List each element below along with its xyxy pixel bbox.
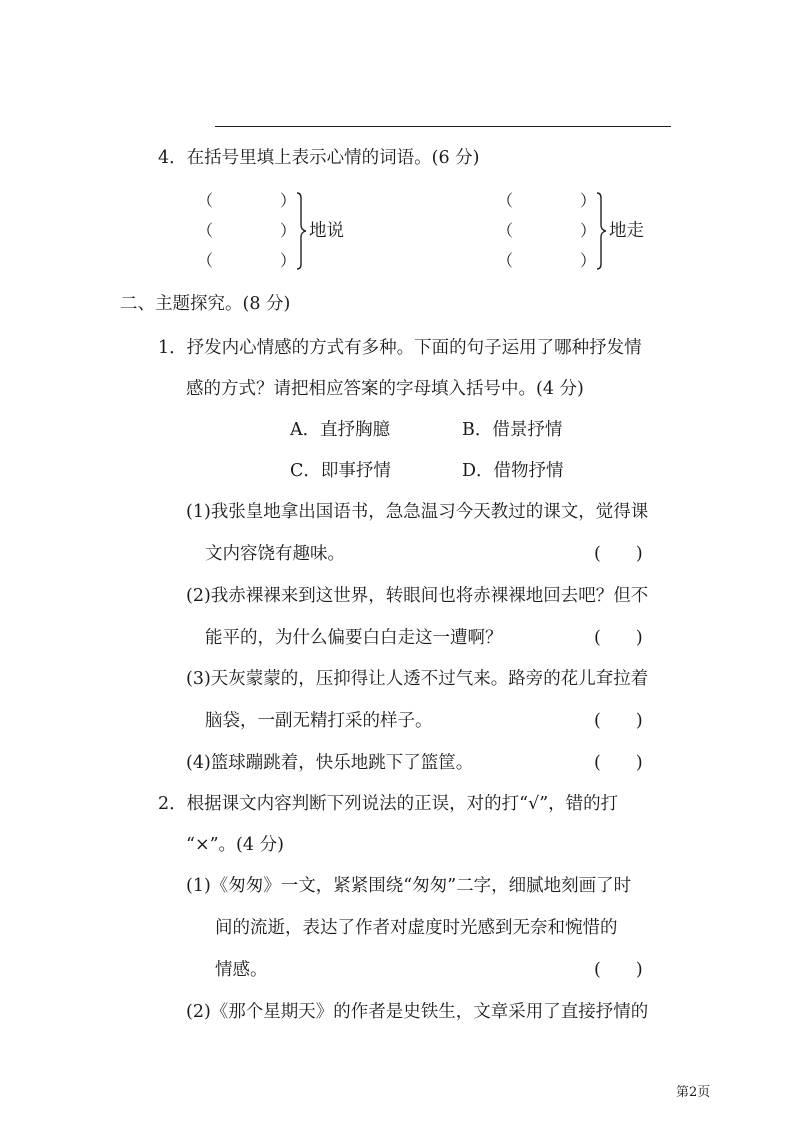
answer-parentheses[interactable]: ( ) [594, 544, 643, 564]
answer-parentheses[interactable]: ( ) [594, 960, 643, 980]
paren-close: ） [280, 221, 297, 240]
page-number: 第2页 [676, 1085, 711, 1100]
q1-item-1-line-1: (1)我张皇地拿出国语书，急急温习今天教过的课文，觉得课 [186, 502, 649, 522]
q1-item-3-line-2: 脑袋，一副无精打采的样子。 [205, 711, 433, 731]
question-1-line-2: 感的方式？请把相应答案的字母填入括号中。(4 分) [186, 379, 584, 399]
q2-item-1-line-3: 情感。 [215, 960, 268, 980]
paren-close: ） [280, 251, 297, 270]
paren-open: （ [497, 191, 514, 210]
q2-item-2-line-1: (2)《那个星期天》的作者是史铁生，文章采用了直接抒情的 [186, 1002, 649, 1022]
right-brace-icon [596, 192, 608, 270]
answer-blank-line [215, 126, 671, 127]
right-brace-icon [296, 192, 308, 270]
option-a: A．直抒胸臆 [290, 420, 391, 440]
paren-open: （ [197, 221, 214, 240]
paren-close: ） [580, 221, 597, 240]
option-c: C．即事抒情 [290, 461, 391, 481]
q2-item-1-line-1: (1)《匆匆》一文，紧紧围绕“匆匆”二字，细腻地刻画了时 [186, 876, 632, 896]
paren-close: ） [580, 191, 597, 210]
section-2-title: 二、主题探究。(8 分) [120, 294, 291, 314]
option-d: D．借物抒情 [462, 461, 564, 481]
paren-open: （ [197, 251, 214, 270]
q1-item-2-line-2: 能平的，为什么偏要白白走这一遭啊？ [205, 628, 503, 648]
paren-close: ） [580, 251, 597, 270]
paren-close: ） [280, 191, 297, 210]
question-1-line-1: 1．抒发内心情感的方式有多种。下面的句子运用了哪种抒发情 [158, 338, 642, 358]
answer-suffix-word: 地说 [309, 221, 344, 241]
answer-suffix-word: 地走 [609, 221, 644, 241]
q1-item-3-line-1: (3)天灰蒙蒙的，压抑得让人透不过气来。路旁的花儿耷拉着 [186, 669, 649, 689]
q1-item-2-line-1: (2)我赤裸裸来到这世界，转眼间也将赤裸裸地回去吧？但不 [186, 586, 649, 606]
question-2-line-2: “×”。(4 分) [186, 835, 284, 855]
question-2-line-1: 2．根据课文内容判断下列说法的正误，对的打“√”，错的打 [158, 794, 619, 814]
answer-parentheses[interactable]: ( ) [594, 753, 643, 773]
q2-item-1-line-2: 间的流逝，表达了作者对虚度时光感到无奈和惋惜的 [215, 918, 618, 938]
q1-item-4-line-1: (4)篮球蹦跳着，快乐地跳下了篮筐。 [186, 753, 474, 773]
q1-item-1-line-2: 文内容饶有趣味。 [205, 544, 345, 564]
paren-open: （ [497, 221, 514, 240]
paren-open: （ [497, 251, 514, 270]
option-b: B．借景抒情 [462, 420, 563, 440]
answer-parentheses[interactable]: ( ) [594, 628, 643, 648]
question-4-title: 4．在括号里填上表示心情的词语。(6 分) [158, 148, 480, 168]
paren-open: （ [197, 191, 214, 210]
answer-parentheses[interactable]: ( ) [594, 711, 643, 731]
